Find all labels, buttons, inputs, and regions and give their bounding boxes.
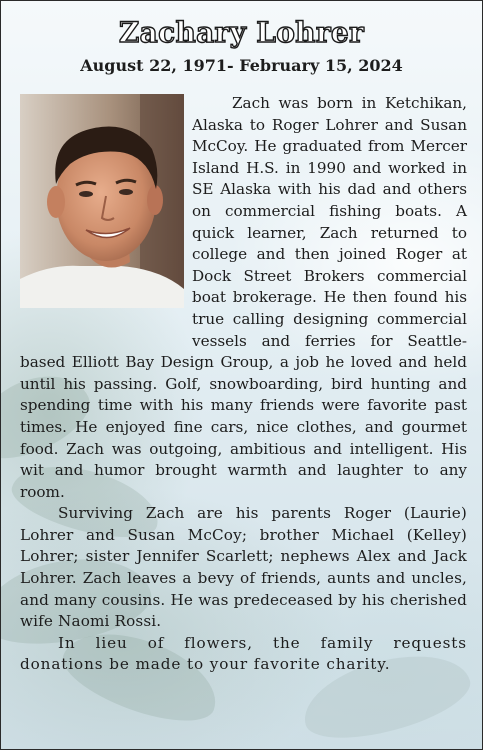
obituary-name: Zachary Lohrer — [118, 16, 365, 49]
survivors-paragraph: Surviving Zach are his parents Roger (Laurie) Lohrer and Susan McCoy; brother Michael (Kelley) Lohrer; sister Jennifer Scarlett; nephews Alex and Jack Lohrer. Zach leaves a bevy of friends, aunts and uncles, and many cousins. He was predeceased by his cherished wife Naomi Rossi. — [20, 504, 467, 631]
biography-paragraph: Zach was born in Ketchikan, Alaska to Roger Lohrer and Susan McCoy. He graduated from Mercer Island H.S. in 1990 and worked in SE Alaska with his dad and others on commercial fishing boats. A quick learner, Zach returned to college and then joined Roger at Dock Street Brokers commercial boat brokerage. He then found his true calling designing commercial vessels and ferries for Seattle-based Elliott Bay Design Group, a job he loved and held until his passing. Golf, snowboarding, bird hunting and spending time with his many friends were favorite past times. He enjoyed fine cars, nice clothes, and gourmet food. Zach was outgoing, ambitious and intelligent. His wit and humor brought warmth and laughter to any room. — [20, 94, 467, 501]
donations-paragraph: In lieu of flowers, the family requests donations be made to your favorite charity. — [20, 633, 467, 674]
obituary-body — [20, 93, 467, 676]
life-dates: August 22, 1971- February 15, 2024 — [80, 56, 403, 75]
photo-spacer — [20, 93, 192, 331]
